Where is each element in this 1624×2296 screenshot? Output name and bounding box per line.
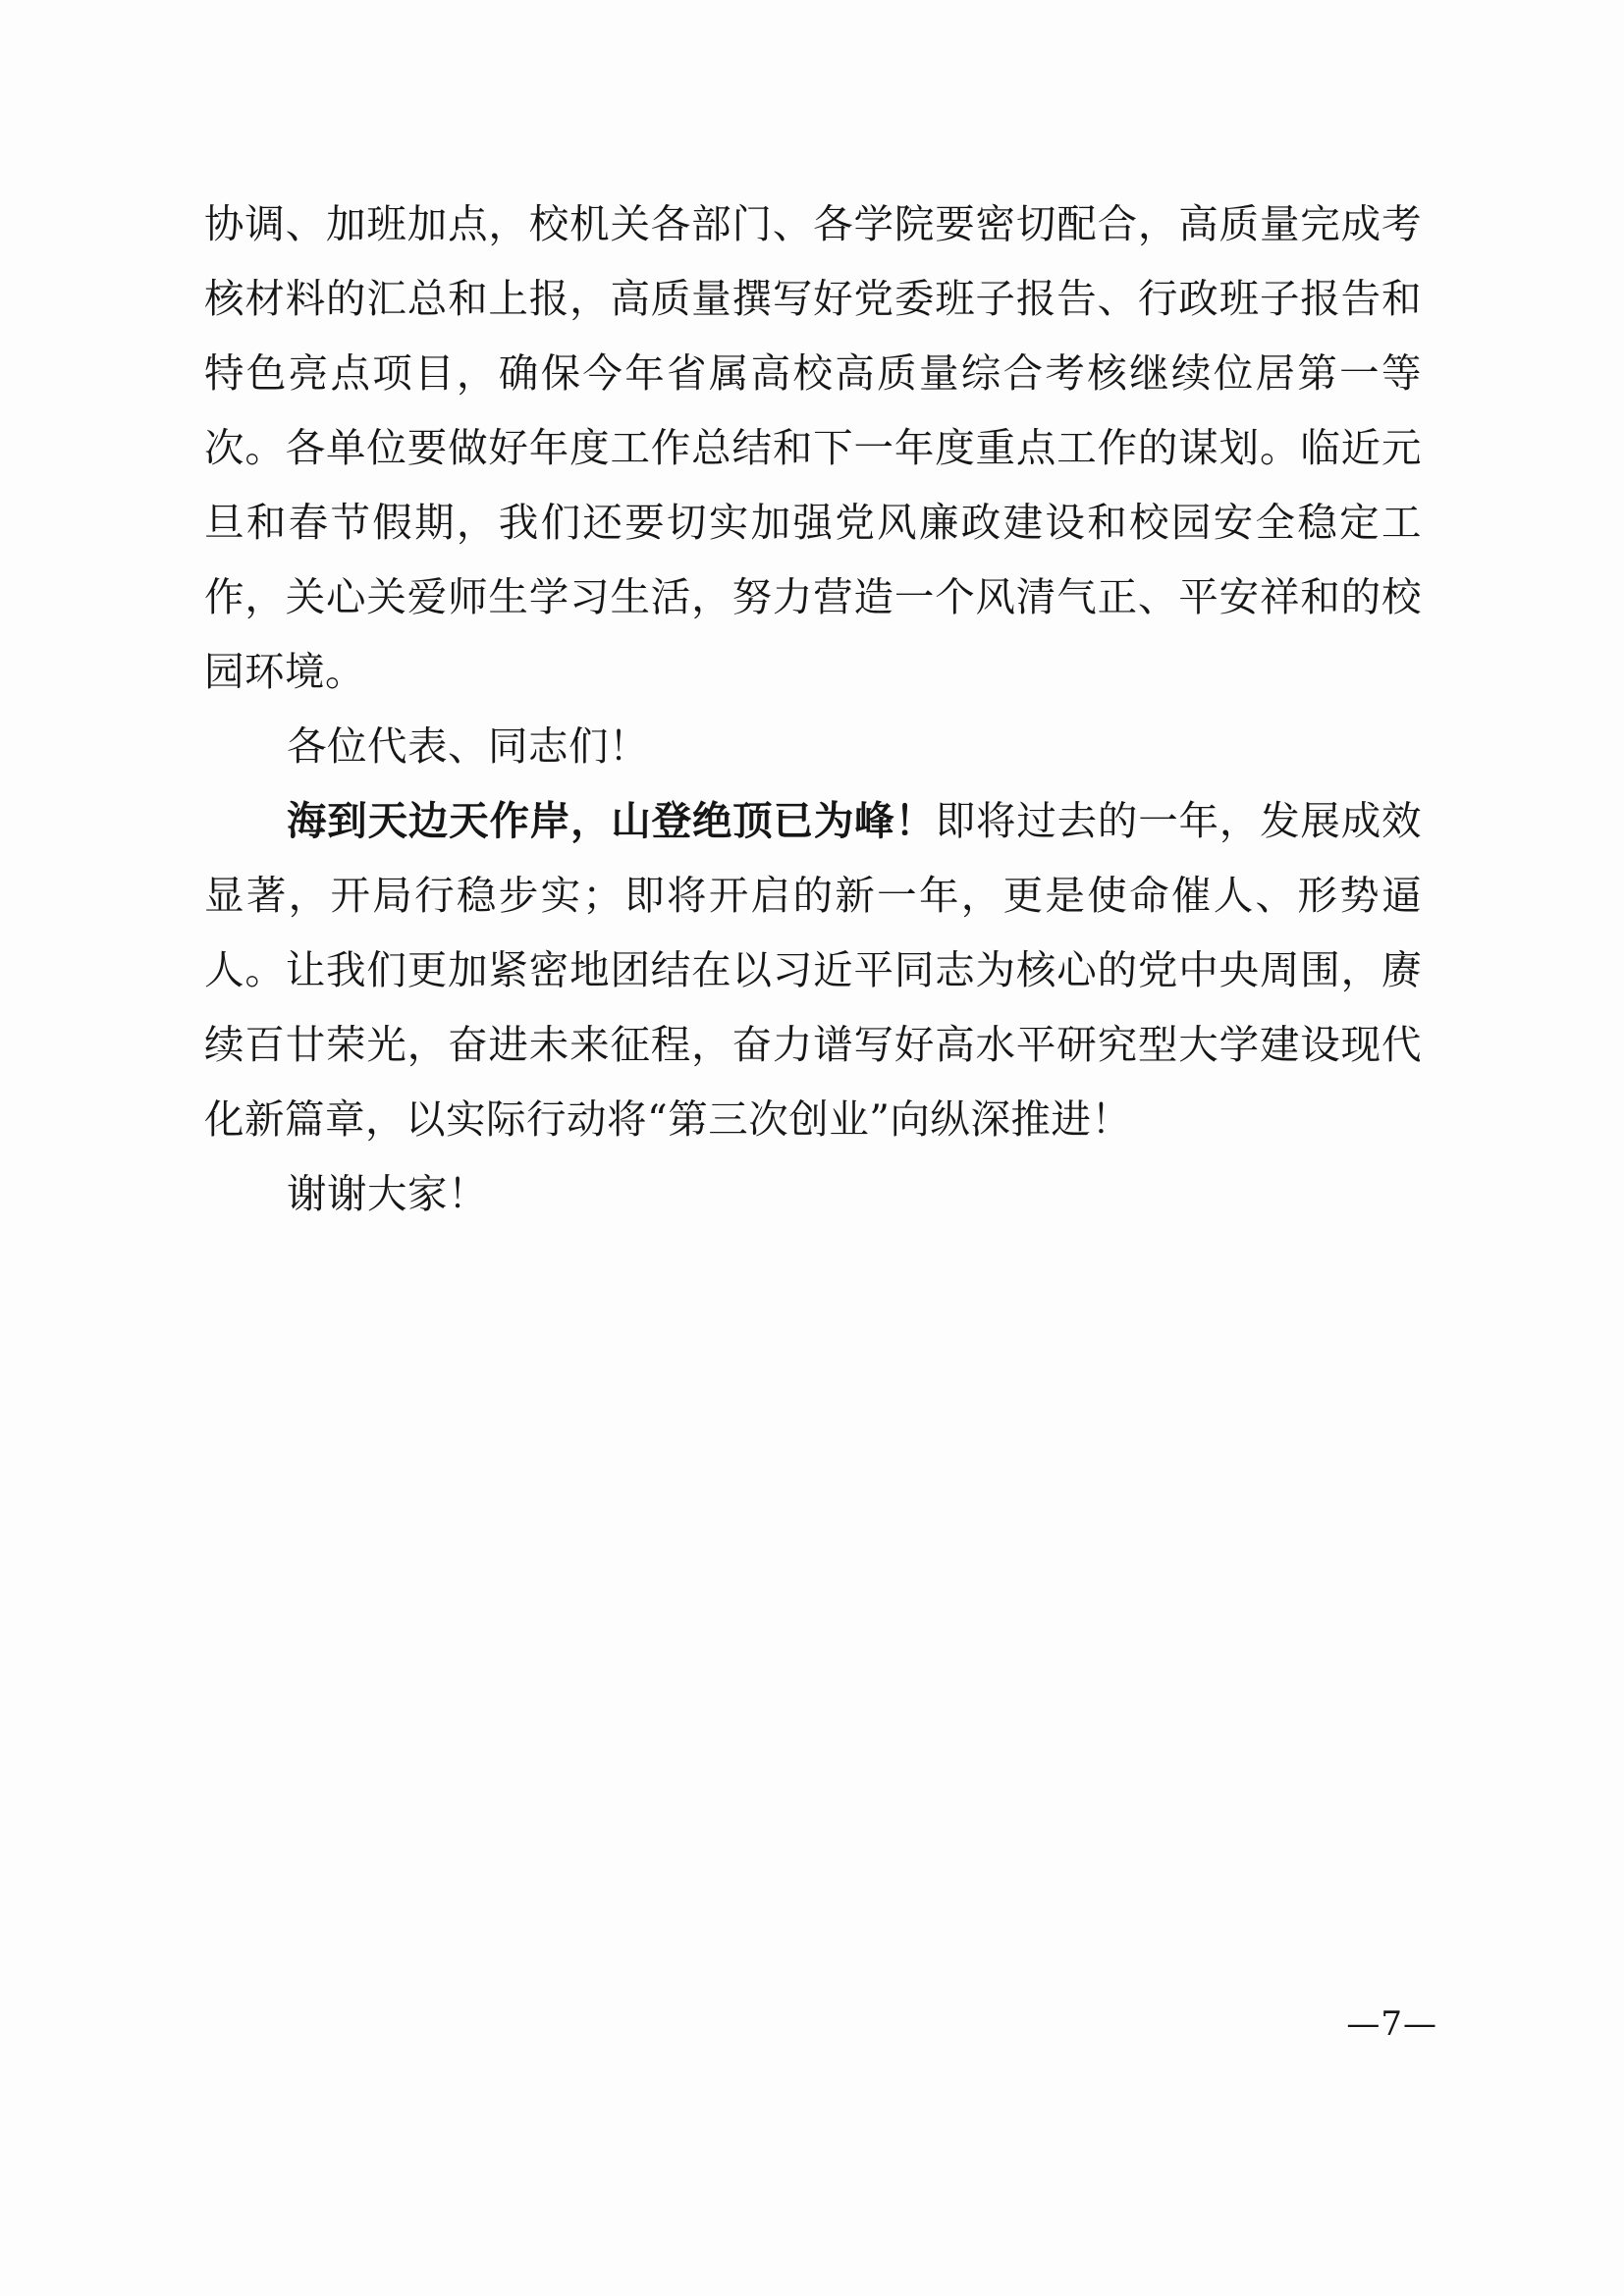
paragraph-1-text: 协调、加班加点，校机关各部门、各学院要密切配合，高质量完成考核材料的汇总和上报，高质量撰写好党委班子报告、行政班子报告和特色亮点项目，确保今年省属高校高质量综合考核继续位居第一等次。各单位要做好年度工作总结和下一年度重点工作的谋划。临近元旦和春节假期，我们还要切实加强党风廉政建设和校园安全稳定工作，关心关爱师生学习生活，努力营造一个风清气正、平安祥和的校园环境。: [204, 200, 1422, 695]
paragraph-3-bold-lead: 海到天边天作岸，山登绝顶已为峰！: [287, 797, 936, 844]
paragraph-2-text: 各位代表、同志们！: [287, 722, 649, 770]
page-number: —7—: [1346, 2004, 1437, 2044]
paragraph-2-salutation: [204, 709, 1422, 783]
paragraph-3: [204, 783, 1422, 1156]
paragraph-4-closing: [204, 1156, 1422, 1231]
paragraph-3-text: 即将过去的一年，发展成效显著，开局行稳步实；即将开启的新一年，更是使命催人、形势逼人。让我们更加紧密地团结在以习近平同志为核心的党中央周围，赓续百廿荣光，奋进未来征程，奋力谱写好高水平研究型大学建设现代化新篇章，以实际行动将“第三次创业”向纵深推进！: [204, 797, 1423, 1143]
paragraph-1: [204, 187, 1422, 709]
paragraph-4-text: 谢谢大家！: [287, 1170, 488, 1217]
document-body: [204, 187, 1422, 1231]
